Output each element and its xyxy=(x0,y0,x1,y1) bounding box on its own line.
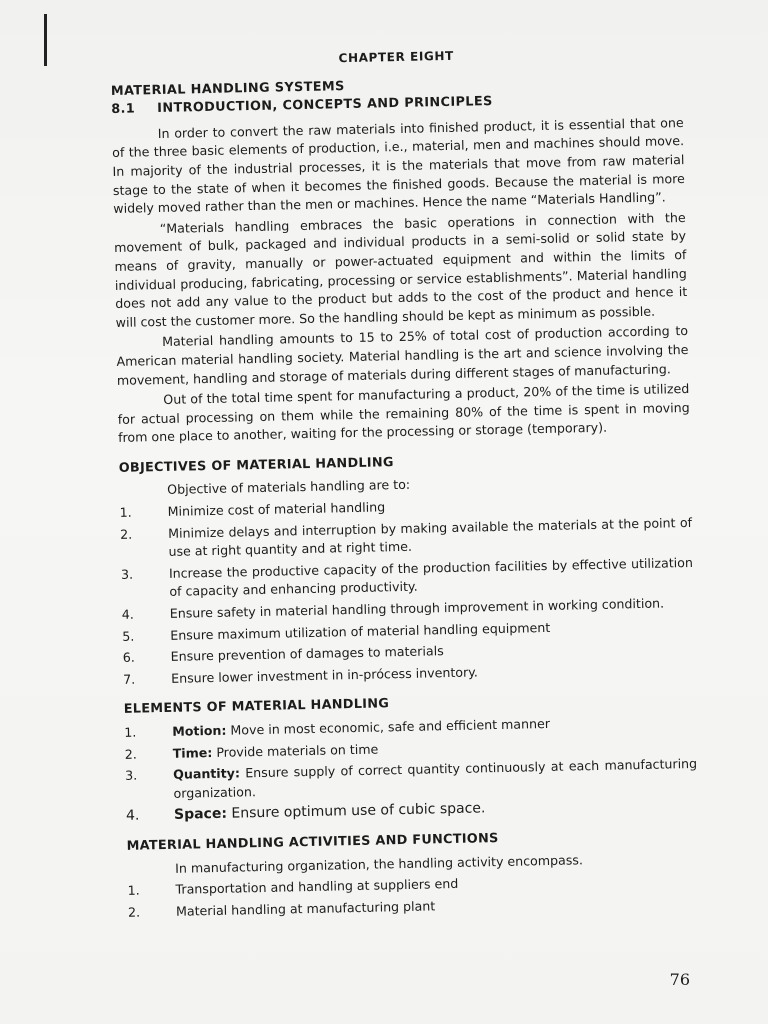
section-number: 8.1 xyxy=(111,101,136,118)
activities-list xyxy=(127,870,700,922)
item-number: 4. xyxy=(121,606,135,622)
activities-lead: In manufacturing organization, the handling activity encompass. xyxy=(174,851,584,876)
item-number: 2. xyxy=(127,904,141,920)
item-term: Space: xyxy=(173,806,228,824)
paragraph-1: In order to convert the raw materials into finished product, it is essential that one of the three basic elements of production, i.e., material, men and machines should move. In majority of the industrial processes, it is the materials that move from raw material stage to the state of when it becomes the finished goods. Because the material is more widely moved rather than the men or machines. Hence the name “Materials Handling”. xyxy=(111,114,685,217)
item-text: Minimize delays and interruption by making available the materials at the point of use at right quantity and at right time. xyxy=(167,514,693,560)
item-text: Increase the productive capacity of the production facilities by effective utilization of capacity and enhancing productivity. xyxy=(168,554,694,600)
item-number: 6. xyxy=(122,649,135,666)
item-number: 1. xyxy=(127,882,140,898)
elements-heading: ELEMENTS OF MATERIAL HANDLING xyxy=(123,696,390,718)
paragraph-2: “Materials handling embraces the basic operations in connection with the movement of bulk, packaged and individual products in a semi-solid or solid state by means of gravity, manually or power-actuated equipment and within the limits of individual producing, fabricating, processing or service establishments”. Material handling does not add any value to the product but adds to the cost of the product and hence it will cost the customer more. So the handling should be kept as minimum as possible. xyxy=(113,209,688,330)
chapter-title: MATERIAL HANDLING SYSTEMS xyxy=(110,78,345,99)
section-title: INTRODUCTION, CONCEPTS AND PRINCIPLES xyxy=(157,94,493,117)
item-text: Move in most economic, safe and efficient manner xyxy=(226,715,551,738)
item-number: 2. xyxy=(124,746,137,762)
paragraph-4: Out of the total time spent for manufacturing a product, 20% of the time is utilized for actual processing on them while the remaining 80% of the time is spent in moving from one place to another, waiting for the processing or storage (temporary). xyxy=(117,381,690,446)
objectives-lead: Objective of materials handling are to: xyxy=(167,477,411,498)
item-number: 3. xyxy=(120,566,134,582)
item-number: 1. xyxy=(119,504,132,520)
elements-list xyxy=(124,712,698,826)
item-number: 7. xyxy=(123,671,136,687)
item-text: Ensure lower investment in in-prócess inventory. xyxy=(171,664,479,686)
paragraph-3: Material handling amounts to 15 to 25% of total cost of production according to American material handling society. Material handling is the art and science involving the movement, handling and storage of materials during different stages of manufacturing. xyxy=(116,323,689,388)
page-content xyxy=(110,38,700,925)
item-text: Material handling at manufacturing plant xyxy=(175,898,436,919)
item-number: 3. xyxy=(125,767,138,784)
item-text: Ensure prevention of damages to materials xyxy=(170,643,444,665)
item-text: Transportation and handling at suppliers end xyxy=(175,876,459,897)
item-term: Time: xyxy=(172,744,213,761)
chapter-label: CHAPTER EIGHT xyxy=(338,48,454,66)
item-number: 4. xyxy=(125,807,140,825)
margin-mark xyxy=(44,14,47,66)
item-text: Ensure supply of correct quantity continuously at each manufacturing organization. xyxy=(173,756,698,801)
item-term: Motion: xyxy=(172,722,227,739)
item-text: Ensure optimum use of cubic space. xyxy=(226,800,486,823)
item-number: 5. xyxy=(122,628,135,644)
item-number: 2. xyxy=(119,526,133,542)
activities-heading: MATERIAL HANDLING ACTIVITIES AND FUNCTIONS xyxy=(126,831,499,854)
item-text: Provide materials on time xyxy=(212,741,379,760)
page-number: 76 xyxy=(669,970,690,989)
item-number: 1. xyxy=(124,724,137,740)
item-term: Quantity: xyxy=(173,765,241,783)
objectives-list xyxy=(120,492,696,689)
item-text: Ensure safety in material handling through improvement in working condition. xyxy=(169,595,665,621)
item-text: Ensure maximum utilization of material handling equipment xyxy=(170,619,551,643)
item-text: Minimize cost of material handling xyxy=(167,499,386,519)
objectives-heading: OBJECTIVES OF MATERIAL HANDLING xyxy=(118,455,394,476)
